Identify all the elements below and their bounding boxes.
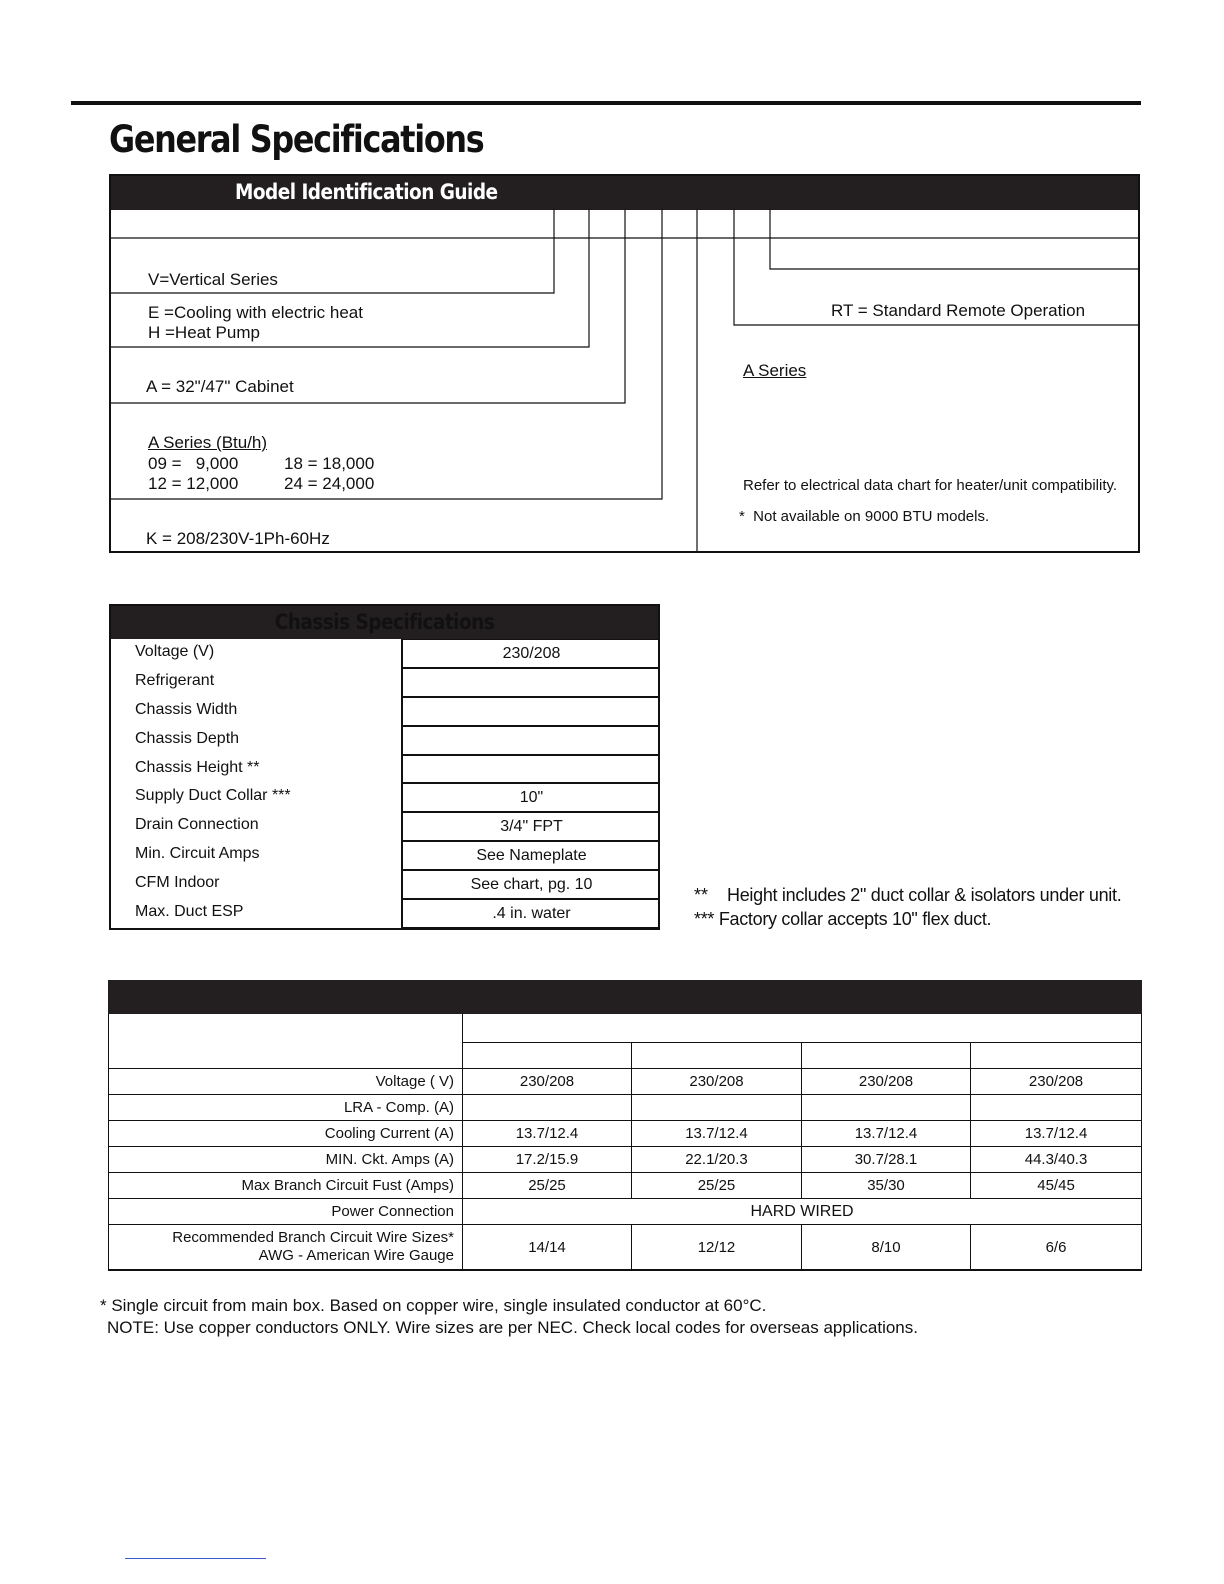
series-v-text: V=Vertical Series: [148, 270, 278, 289]
electrical-row-value: 230/208: [463, 1069, 632, 1095]
electrical-banner-cell: [109, 981, 1142, 1014]
electrical-row-value: [802, 1095, 971, 1121]
electrical-row-value: 17.2/15.9: [463, 1147, 632, 1173]
chassis-row-label: Min. Circuit Amps: [135, 845, 260, 863]
chassis-row-label: Chassis Width: [135, 700, 238, 718]
electrical-row-value: 25/25: [632, 1173, 802, 1199]
heat-e-text: E =Cooling with electric heat: [148, 303, 363, 322]
electrical-row-label: Max Branch Circuit Fust (Amps): [109, 1173, 463, 1199]
chassis-row-value: 10": [401, 783, 660, 812]
capacity-24: 24 = 24,000: [284, 474, 375, 493]
refer-note: Refer to electrical data chart for heater/unit compatibility.: [743, 477, 1118, 494]
not-available-note: * Not available on 9000 BTU models.: [739, 508, 990, 525]
chassis-row: [111, 668, 658, 697]
power-row: [109, 1199, 1142, 1225]
chassis-row-value: See chart, pg. 10: [401, 870, 660, 899]
electrical-row-value: 13.7/12.4: [971, 1121, 1142, 1147]
electrical-row-value: [632, 1095, 802, 1121]
chassis-row-value: 230/208: [401, 639, 660, 668]
chassis-row-value: [401, 726, 660, 755]
top-rule: [71, 101, 1141, 105]
electrical-row-value: 13.7/12.4: [632, 1121, 802, 1147]
chassis-row-label: Voltage (V): [135, 643, 215, 660]
capacity-12: 12 = 12,000: [148, 474, 239, 493]
chassis-row: [111, 755, 658, 784]
copper-note: NOTE: Use copper conductors ONLY. Wire sizes are per NEC. Check local codes for overseas applications.: [107, 1318, 918, 1337]
power-value: HARD WIRED: [463, 1199, 1142, 1225]
electrical-row: [109, 1069, 1142, 1095]
chassis-row-label: Supply Duct Collar ***: [135, 787, 291, 805]
footnote-height: Height includes 2" duct collar & isolators under unit.: [727, 885, 1122, 905]
electrical-row-value: 13.7/12.4: [463, 1121, 632, 1147]
electrical-row-value: 230/208: [971, 1069, 1142, 1095]
wire-value: 6/6: [971, 1225, 1142, 1271]
electrical-row-value: [463, 1095, 632, 1121]
electrical-data-table: [108, 980, 1142, 1271]
electrical-row-value: [971, 1095, 1142, 1121]
chassis-row-label: CFM Indoor: [135, 874, 220, 892]
electrical-row-label: Cooling Current (A): [109, 1121, 463, 1147]
chassis-row: [111, 841, 658, 870]
electrical-row-value: 13.7/12.4: [802, 1121, 971, 1147]
wire-value: 8/10: [802, 1225, 971, 1271]
capacity-09: 09 = 9,000: [148, 454, 239, 473]
chassis-row-value: .4 in. water: [401, 899, 660, 928]
electrical-row: [109, 1095, 1142, 1121]
electrical-row: [109, 1173, 1142, 1199]
footnote-collar: *** Factory collar accepts 10" flex duct.: [694, 909, 992, 929]
electrical-row-value: 30.7/28.1: [802, 1147, 971, 1173]
chassis-row-label: Chassis Depth: [135, 729, 240, 747]
a-series-text: A Series: [743, 361, 807, 380]
model-col-3: [802, 1043, 971, 1069]
remote-text: RT = Standard Remote Operation: [831, 301, 1086, 320]
wire-label-2: AWG - American Wire Gauge: [258, 1247, 454, 1264]
capacity-18: 18 = 18,000: [284, 454, 375, 473]
chassis-row-value: [401, 668, 660, 697]
chassis-specs-table: [109, 604, 660, 930]
voltage-code-text: K = 208/230V-1Ph-60Hz: [146, 529, 330, 548]
wire-label: [109, 1225, 463, 1271]
electrical-row-value: 230/208: [802, 1069, 971, 1095]
electrical-banner: [109, 981, 1142, 1014]
electrical-header-label: [109, 1014, 463, 1069]
electrical-row-value: 22.1/20.3: [632, 1147, 802, 1173]
page-title: General Specifications: [109, 118, 484, 161]
model-guide-title: Model Identification Guide: [235, 180, 498, 204]
chassis-row: [111, 697, 658, 726]
electrical-row-label: LRA - Comp. (A): [109, 1095, 463, 1121]
chassis-row-value: [401, 755, 660, 784]
chassis-row: [111, 899, 658, 928]
electrical-row-label: Voltage ( V): [109, 1069, 463, 1095]
electrical-row-value: 35/30: [802, 1173, 971, 1199]
electrical-row-value: 45/45: [971, 1173, 1142, 1199]
model-col-1: [463, 1043, 632, 1069]
cabinet-text: A = 32"/47" Cabinet: [146, 377, 294, 396]
chassis-row-value: See Nameplate: [401, 841, 660, 870]
electrical-row: [109, 1147, 1142, 1173]
guide-brackets: [109, 174, 1140, 553]
wire-value: 14/14: [463, 1225, 632, 1271]
chassis-banner: [111, 606, 658, 639]
chassis-row-value: 3/4" FPT: [401, 812, 660, 841]
electrical-header-row: [109, 1014, 1142, 1043]
heat-h-text: H =Heat Pump: [148, 323, 260, 342]
chassis-row-label: Max. Duct ESP: [135, 903, 244, 921]
footnote-height-mark: **: [694, 885, 709, 905]
model-guide: [109, 174, 1140, 553]
chassis-row: [111, 783, 658, 812]
chassis-row-value: [401, 697, 660, 726]
wire-label-1: Recommended Branch Circuit Wire Sizes*: [172, 1229, 454, 1246]
model-col-4: [971, 1043, 1142, 1069]
electrical-row-label: MIN. Ckt. Amps (A): [109, 1147, 463, 1173]
electrical-header-span: [463, 1014, 1142, 1043]
chassis-row: [111, 870, 658, 899]
electrical-row-value: 25/25: [463, 1173, 632, 1199]
wire-value: 12/12: [632, 1225, 802, 1271]
wire-row: [109, 1225, 1142, 1271]
chassis-title: Chassis Specifications: [274, 610, 495, 634]
capacity-header: A Series (Btu/h): [148, 433, 268, 452]
chassis-row: [111, 812, 658, 841]
chassis-row-label: Chassis Height **: [135, 758, 260, 776]
bottom-link-rule: [125, 1558, 266, 1559]
model-col-2: [632, 1043, 802, 1069]
electrical-row-value: 44.3/40.3: [971, 1147, 1142, 1173]
chassis-row: [111, 639, 658, 668]
electrical-row: [109, 1121, 1142, 1147]
power-label: Power Connection: [109, 1199, 463, 1225]
chassis-row: [111, 726, 658, 755]
single-circuit-note: * Single circuit from main box. Based on copper wire, single insulated conductor at 60°C.: [100, 1296, 767, 1315]
chassis-row-label: Refrigerant: [135, 671, 215, 689]
chassis-row-label: Drain Connection: [135, 816, 259, 834]
electrical-row-value: 230/208: [632, 1069, 802, 1095]
